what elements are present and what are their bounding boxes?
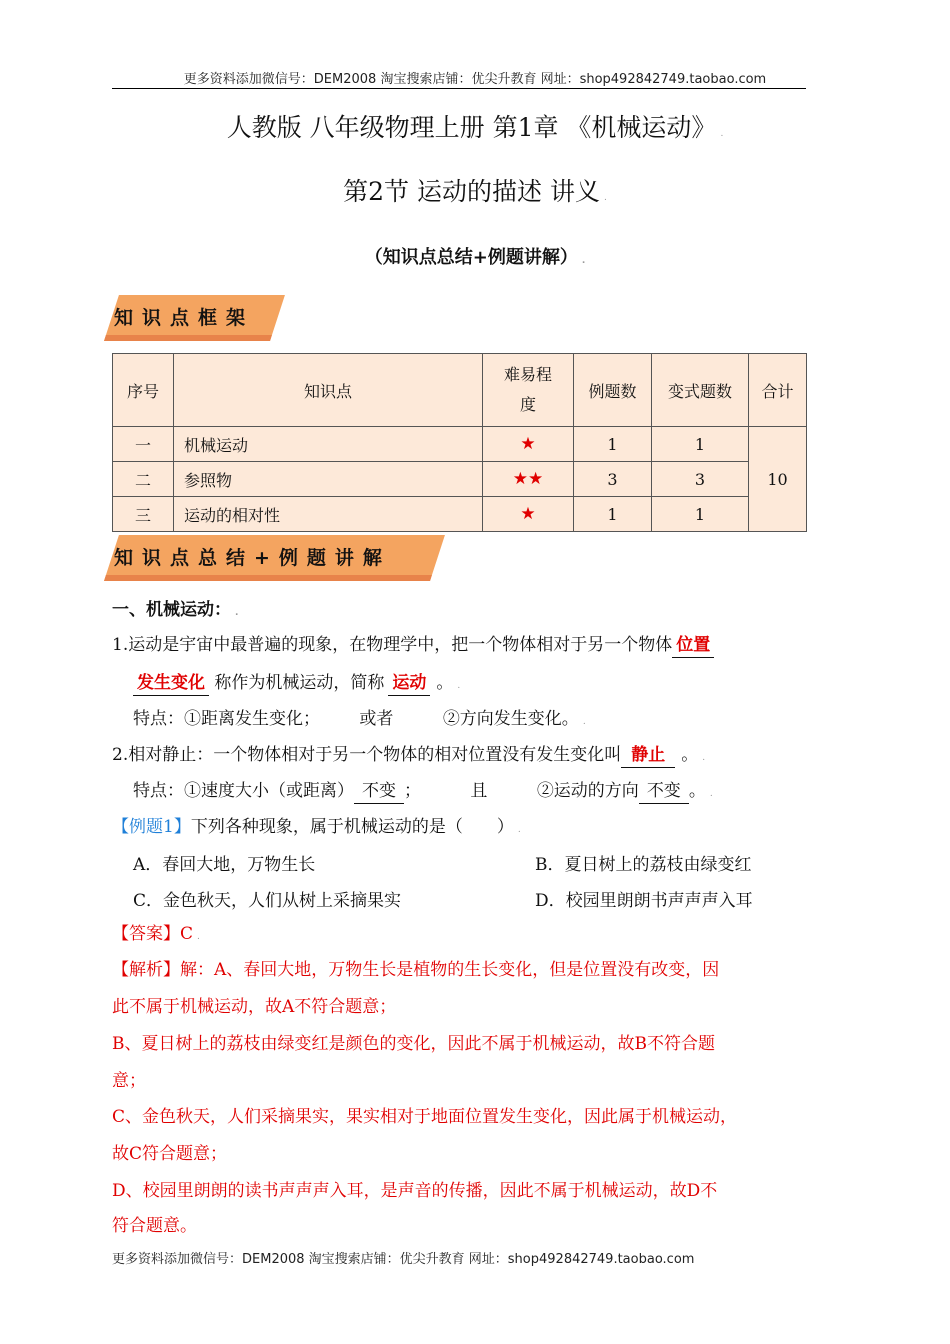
banner-summary-text: 知识点总结+例题讲解 (114, 547, 391, 569)
page-footer: 更多资料添加微信号：DEM2008 淘宝搜索店铺：优尖升教育 网址：shop492842749.taobao.com (112, 1252, 695, 1267)
section1-heading: 一、机械运动： . (112, 600, 239, 620)
example1-option-c: C．金色秋天，人们从树上采摘果实 (133, 891, 402, 911)
feature-semicolon: ； (404, 781, 421, 801)
para1-line2: 发生变化 称作为机械运动，简称 运动 。 . (133, 671, 460, 698)
table-row (113, 427, 807, 462)
row3-variants: 1 (652, 497, 749, 532)
feature-second-2: ②运动的方向 (536, 781, 639, 801)
table-row (113, 497, 807, 532)
row1-difficulty-stars: ★ (483, 427, 574, 462)
blank-answer-position: 位置 (672, 633, 714, 658)
para1-features: 特点：①距离发生变化； 或者 ②方向发生变化。 . (133, 709, 586, 729)
analysis-line: D、校园里朗朗的读书声声声入耳，是声音的传播，因此不属于机械运动，故D不 (112, 1181, 718, 1201)
example1-question-text: 下列各种现象，属于机械运动的是（ ） (190, 817, 514, 837)
row2-difficulty-stars: ★★ (483, 462, 574, 497)
row1-examples: 1 (574, 427, 652, 462)
example1-option-a: A．春回大地，万物生长 (133, 855, 316, 875)
example1-option-d: D．校园里朗朗书声声声入耳 (535, 891, 753, 911)
analysis-line: B、夏日树上的荔枝由绿变红是颜色的变化，因此不属于机械运动，故B不符合题 (112, 1034, 715, 1054)
title-line2-text: 第2节 运动的描述 讲义 (343, 177, 600, 206)
analysis-line: C、金色秋天，人们采摘果实，果实相对于地面位置发生变化，因此属于机械运动， (112, 1107, 738, 1127)
blank-answer-unchanged-1: 不变 (354, 779, 404, 804)
feature-second-1: ②方向发生变化。 (442, 709, 579, 729)
knowledge-table (112, 353, 807, 532)
table-row (113, 462, 807, 497)
banner-framework (104, 295, 284, 341)
blank-answer-change: 发生变化 (133, 671, 209, 696)
para2-text-a: 2.相对静止：一个物体相对于另一个物体的相对位置没有发生变化叫 (112, 745, 622, 765)
para2-features: 特点：①速度大小（或距离） 不变 ； 且 ②运动的方向 不变 。 . (133, 779, 713, 806)
table-header-row (113, 354, 807, 427)
total-cell: 10 (749, 427, 807, 532)
th-examples: 例题数 (574, 354, 652, 427)
para1-end: 。 (436, 673, 454, 693)
th-difficulty (483, 354, 574, 427)
feature-and: 且 (470, 781, 488, 801)
th-total: 合计 (749, 354, 807, 427)
example1-answer-text: 【答案】C (112, 924, 194, 944)
doc-title-line2: 第2节 运动的描述 讲义 . (343, 177, 607, 206)
analysis-line: 此不属于机械运动，故A不符合题意； (112, 997, 397, 1017)
row2-no: 二 (113, 462, 174, 497)
row3-no: 三 (113, 497, 174, 532)
row1-no: 一 (113, 427, 174, 462)
para2-end: 。 (681, 745, 699, 765)
blank-answer-static: 静止 (621, 743, 675, 768)
blank-answer-motion: 运动 (388, 671, 430, 696)
para1-text-b: 称作为机械运动，简称 (214, 673, 385, 693)
title-line1-text: 人教版 八年级物理上册 第1章 《机械运动》 (226, 113, 717, 142)
th-no: 序号 (113, 354, 174, 427)
th-topic: 知识点 (174, 354, 483, 427)
row1-variants: 1 (652, 427, 749, 462)
row2-examples: 3 (574, 462, 652, 497)
analysis-line: 【解析】解：A、春回大地，万物生长是植物的生长变化，但是位置没有改变，因 (112, 960, 720, 980)
example1-question: 【例题1】下列各种现象，属于机械运动的是（ ） . (112, 817, 521, 837)
example1-tag: 【例题1】 (112, 817, 191, 837)
row3-difficulty-stars: ★ (483, 497, 574, 532)
page-header: 更多资料添加微信号：DEM2008 淘宝搜索店铺：优尖升教育 网址：shop492842749.taobao.com (183, 72, 767, 87)
feature-label-1: 特点：①距离发生变化； (133, 709, 320, 729)
para2-features-end: 。 (688, 781, 706, 801)
para1-text-a: 1.运动是宇宙中最普遍的现象，在物理学中，把一个物体相对于另一个物体 (112, 635, 673, 655)
row3-topic: 运动的相对性 (174, 497, 483, 532)
feature-label-2: 特点：①速度大小（或距离） (133, 781, 354, 801)
subtitle-text: （知识点总结+例题讲解） (364, 247, 578, 268)
analysis-line: 符合题意。 (112, 1216, 197, 1236)
para2-line1: 2.相对静止：一个物体相对于另一个物体的相对位置没有发生变化叫 静止 。 . (112, 743, 705, 770)
row1-topic: 机械运动 (174, 427, 483, 462)
para1-line1 (112, 633, 714, 658)
doc-title-line1: 人教版 八年级物理上册 第1章 《机械运动》 . (226, 113, 724, 142)
header-rule (112, 88, 806, 89)
th-variants: 变式题数 (652, 354, 749, 427)
blank-answer-unchanged-2: 不变 (639, 779, 689, 804)
example1-answer: 【答案】C . (112, 924, 200, 944)
feature-or: 或者 (359, 709, 394, 729)
doc-subtitle: （知识点总结+例题讲解） . (364, 247, 586, 268)
row3-examples: 1 (574, 497, 652, 532)
th-difficulty-text: 难易程度 (503, 365, 552, 414)
analysis-line: 故C符合题意； (112, 1144, 228, 1164)
row2-variants: 3 (652, 462, 749, 497)
banner-framework-text: 知识点框架 (114, 307, 255, 329)
example1-option-b: B．夏日树上的荔枝由绿变红 (535, 855, 752, 875)
banner-summary (104, 535, 444, 581)
section1-heading-text: 一、机械运动： (112, 600, 231, 620)
row2-topic: 参照物 (174, 462, 483, 497)
analysis-line: 意； (112, 1071, 146, 1091)
